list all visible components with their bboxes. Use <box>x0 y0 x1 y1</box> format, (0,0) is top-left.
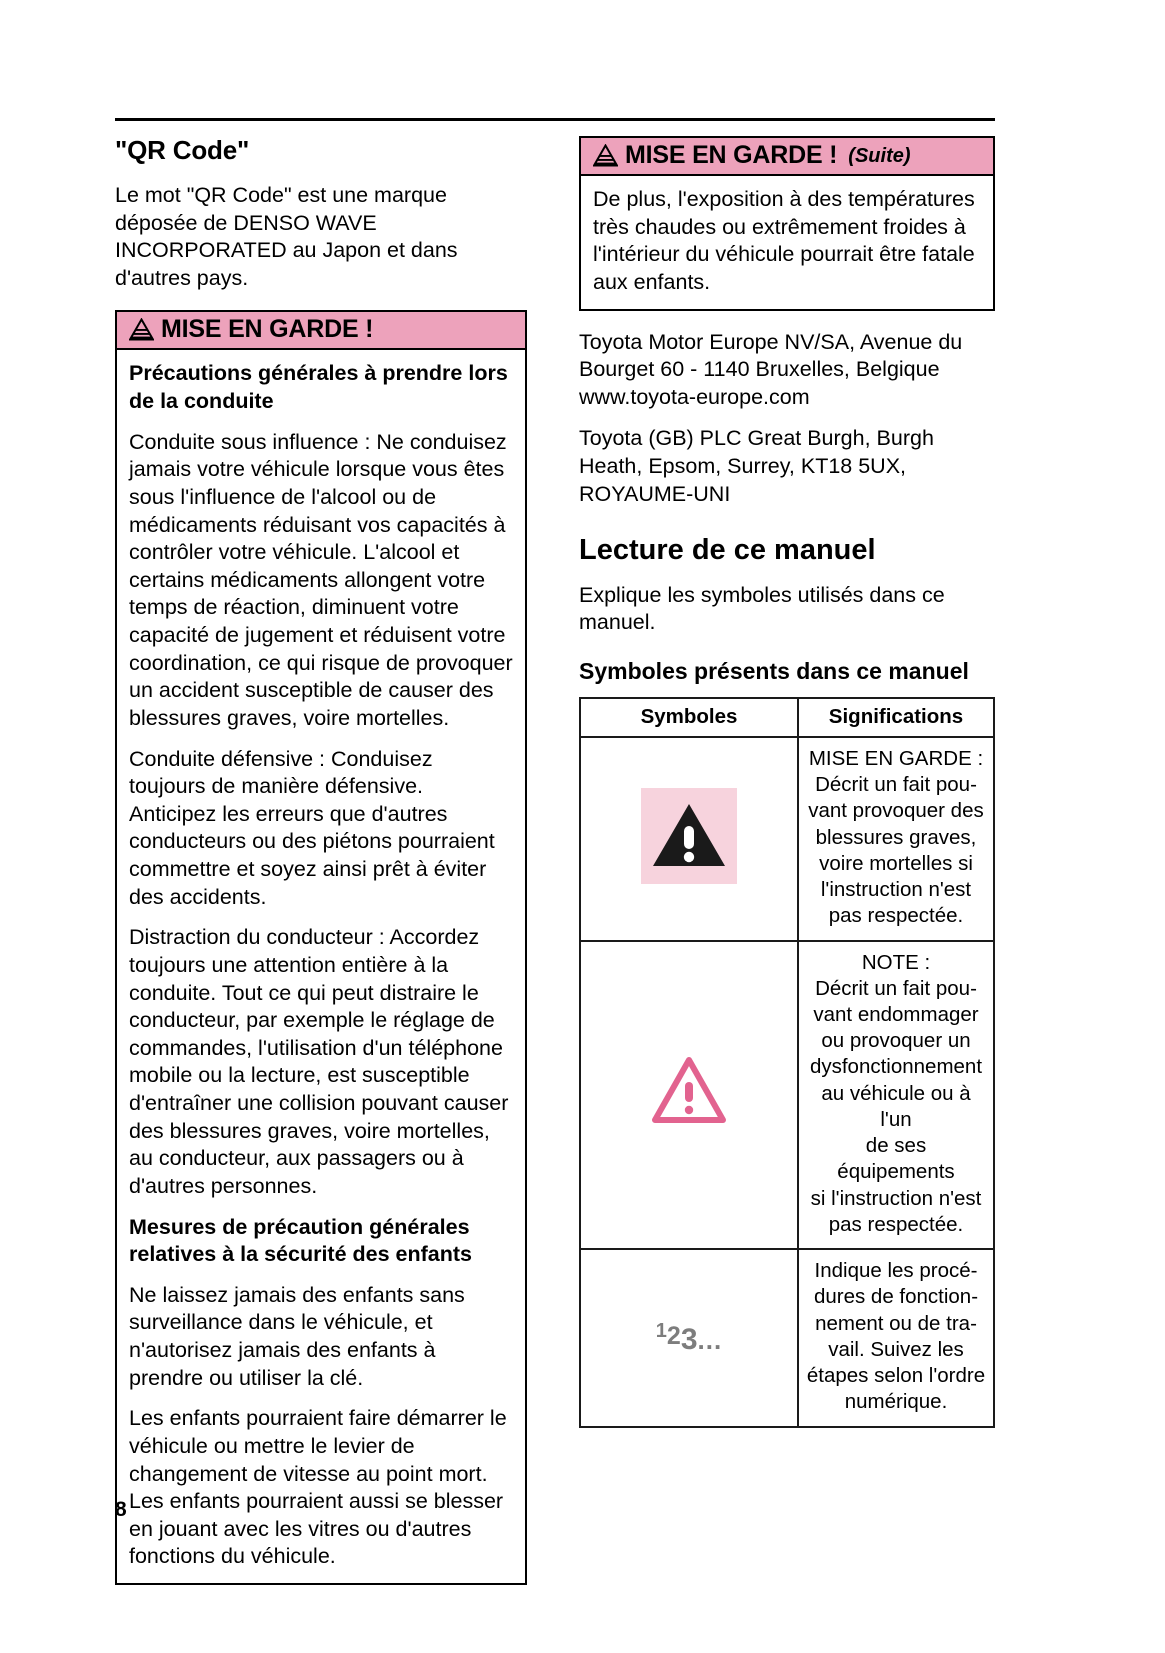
warning-box-continued-header <box>581 138 993 176</box>
reading-manual-paragraph: Explique les symboles utilisés dans ce manuel. <box>579 582 945 635</box>
meaning-line: étapes selon l'ordre <box>806 1364 986 1388</box>
warning-box-header <box>117 312 525 350</box>
column-header-symboles: Symboles <box>580 698 798 737</box>
meaning-line: pas respectée. <box>828 1212 964 1236</box>
step-number-1: 1 <box>655 1319 667 1342</box>
meaning-line: vant provoquer des <box>808 799 984 823</box>
symbol-cell-warning <box>580 737 798 941</box>
warning-paragraph-children-2: Les enfants pourraient faire démarrer le véhicule ou mettre le levier de changement de vitesse au point mort. Les enfants pourraient aussi se blesser en jouant avec les vitres ou d'autres fonctions du véhicule. <box>129 1406 507 1569</box>
meaning-line: blessures graves, <box>815 825 977 849</box>
warning-subheading-children: Mesures de précaution générales relatives à la sécurité des enfants <box>129 1214 472 1267</box>
meaning-line: vail. Suivez les <box>828 1337 964 1361</box>
column-header-significations: Significations <box>798 698 994 737</box>
meaning-cell-steps <box>798 1249 994 1426</box>
table-header-row <box>580 698 994 737</box>
warning-paragraph-dui: Conduite sous influence : Ne conduisez jamais votre véhicule lorsque vous êtes sous l'influence de l'alcool ou de médicaments réduisant vos capacités à contrôler votre véhicule. L'alcool et certains médicaments allongent votre temps de réaction, diminuent votre capacité de jugement et réduisent votre coordination, ce qui risque de provoquer un accident susceptible de causer des blessures graves, voire mortelles. <box>129 429 513 730</box>
meaning-line: au véhicule ou à l'un <box>821 1081 971 1131</box>
warning-paragraph-temperature: De plus, l'exposition à des températures très chaudes ou extrêmement froides à l'intérieur du véhicule pourrait être fatale aux enfants. <box>593 187 975 294</box>
header-rule <box>115 118 995 121</box>
qr-code-paragraph: Le mot "QR Code" est une marque déposée de DENSO WAVE INCORPORATED au Japon et dans d'autres pays. <box>115 182 458 290</box>
warning-label: MISE EN GARDE ! <box>161 315 374 344</box>
page-number: 8 <box>115 1498 127 1521</box>
warning-continued-label: (Suite) <box>848 144 911 167</box>
meaning-line: voire mortelles si <box>819 851 973 875</box>
meaning-line: Indique les procé- <box>814 1259 978 1283</box>
meaning-line: ou provoquer un <box>821 1029 971 1053</box>
meaning-cell-warning <box>798 737 994 941</box>
meaning-cell-note <box>798 941 994 1250</box>
warning-label: MISE EN GARDE ! <box>625 141 838 169</box>
meaning-line: MISE EN GARDE : <box>808 746 984 770</box>
meaning-line: NOTE : <box>861 950 931 974</box>
symbol-cell-steps <box>580 1249 798 1426</box>
meaning-line: nement ou de tra- <box>815 1311 977 1335</box>
warning-box-continued <box>579 136 995 311</box>
meaning-line: de ses équipements <box>837 1134 955 1184</box>
symbols-section-heading: Symboles présents dans ce manuel <box>579 657 969 684</box>
address-toyota-motor-europe: Toyota Motor Europe NV/SA, Avenue du Bourget 60 - 1140 Bruxelles, Belgique www.toyota-europe.com <box>579 329 963 409</box>
meaning-line: si l'instruction n'est <box>810 1186 982 1210</box>
numbered-steps-icon <box>656 1321 722 1355</box>
warning-subheading-driving: Précautions générales à prendre lors de la conduite <box>129 361 508 414</box>
right-column <box>527 136 1165 1585</box>
warning-box-body <box>117 350 525 1583</box>
meaning-line: Décrit un fait pou- <box>815 976 977 1000</box>
meaning-line: numérique. <box>844 1390 948 1414</box>
warning-paragraph-children-1: Ne laissez jamais des enfants sans surveillance dans le véhicule, et n'autorisez jamais des enfants à prendre ou utiliser la clé. <box>129 1282 465 1390</box>
step-number-2: 2 <box>666 1321 681 1350</box>
meaning-line: dysfonctionnement <box>809 1055 983 1079</box>
meaning-line: pas respectée. <box>828 904 964 928</box>
warning-paragraph-distraction: Distraction du conducteur : Accordez toujours une attention entière à la conduite. Tout ce qui peut distraire le conducteur, par exemple le réglage de commandes, l'utilisation d'un téléphone mobile ou la lecture, est susceptible d'entraîner une collision pouvant causer des blessures graves, voire mortelles, au conducteur, aux passagers ou à d'autres personnes. <box>129 925 509 1198</box>
warning-paragraph-defensive: Conduite défensive : Conduisez toujours de manière défensive. Anticipez les erreurs que d'autres conducteurs ou des piétons pourraient commettre et soyez ainsi prêt à éviter des accidents. <box>129 746 495 909</box>
step-ellipsis: ... <box>697 1324 723 1355</box>
warning-box <box>115 310 527 1585</box>
symbols-table <box>579 697 995 1428</box>
outline-warning-triangle-icon <box>641 1052 737 1132</box>
table-row <box>580 737 994 941</box>
two-column-layout <box>0 136 1165 1585</box>
warning-triangle-icon <box>129 318 154 341</box>
meaning-line: vant endommager <box>813 1003 979 1026</box>
qr-code-heading: "QR Code" <box>115 135 250 165</box>
meaning-line: l'instruction n'est <box>820 878 972 902</box>
meaning-line: dures de fonction- <box>813 1285 979 1309</box>
left-column <box>0 136 527 1585</box>
filled-warning-triangle-icon <box>641 788 737 884</box>
warning-triangle-icon <box>593 144 618 167</box>
table-row <box>580 1249 994 1426</box>
symbol-cell-note <box>580 941 798 1250</box>
reading-manual-heading: Lecture de ce manuel <box>579 534 876 567</box>
address-toyota-gb: Toyota (GB) PLC Great Burgh, Burgh Heath, Epsom, Surrey, KT18 5UX, ROYAUME-UNI <box>579 426 934 506</box>
warning-box-continued-body <box>581 176 993 309</box>
table-row <box>580 941 994 1250</box>
meaning-line: Décrit un fait pou- <box>815 773 977 797</box>
step-number-3: 3 <box>680 1322 698 1356</box>
